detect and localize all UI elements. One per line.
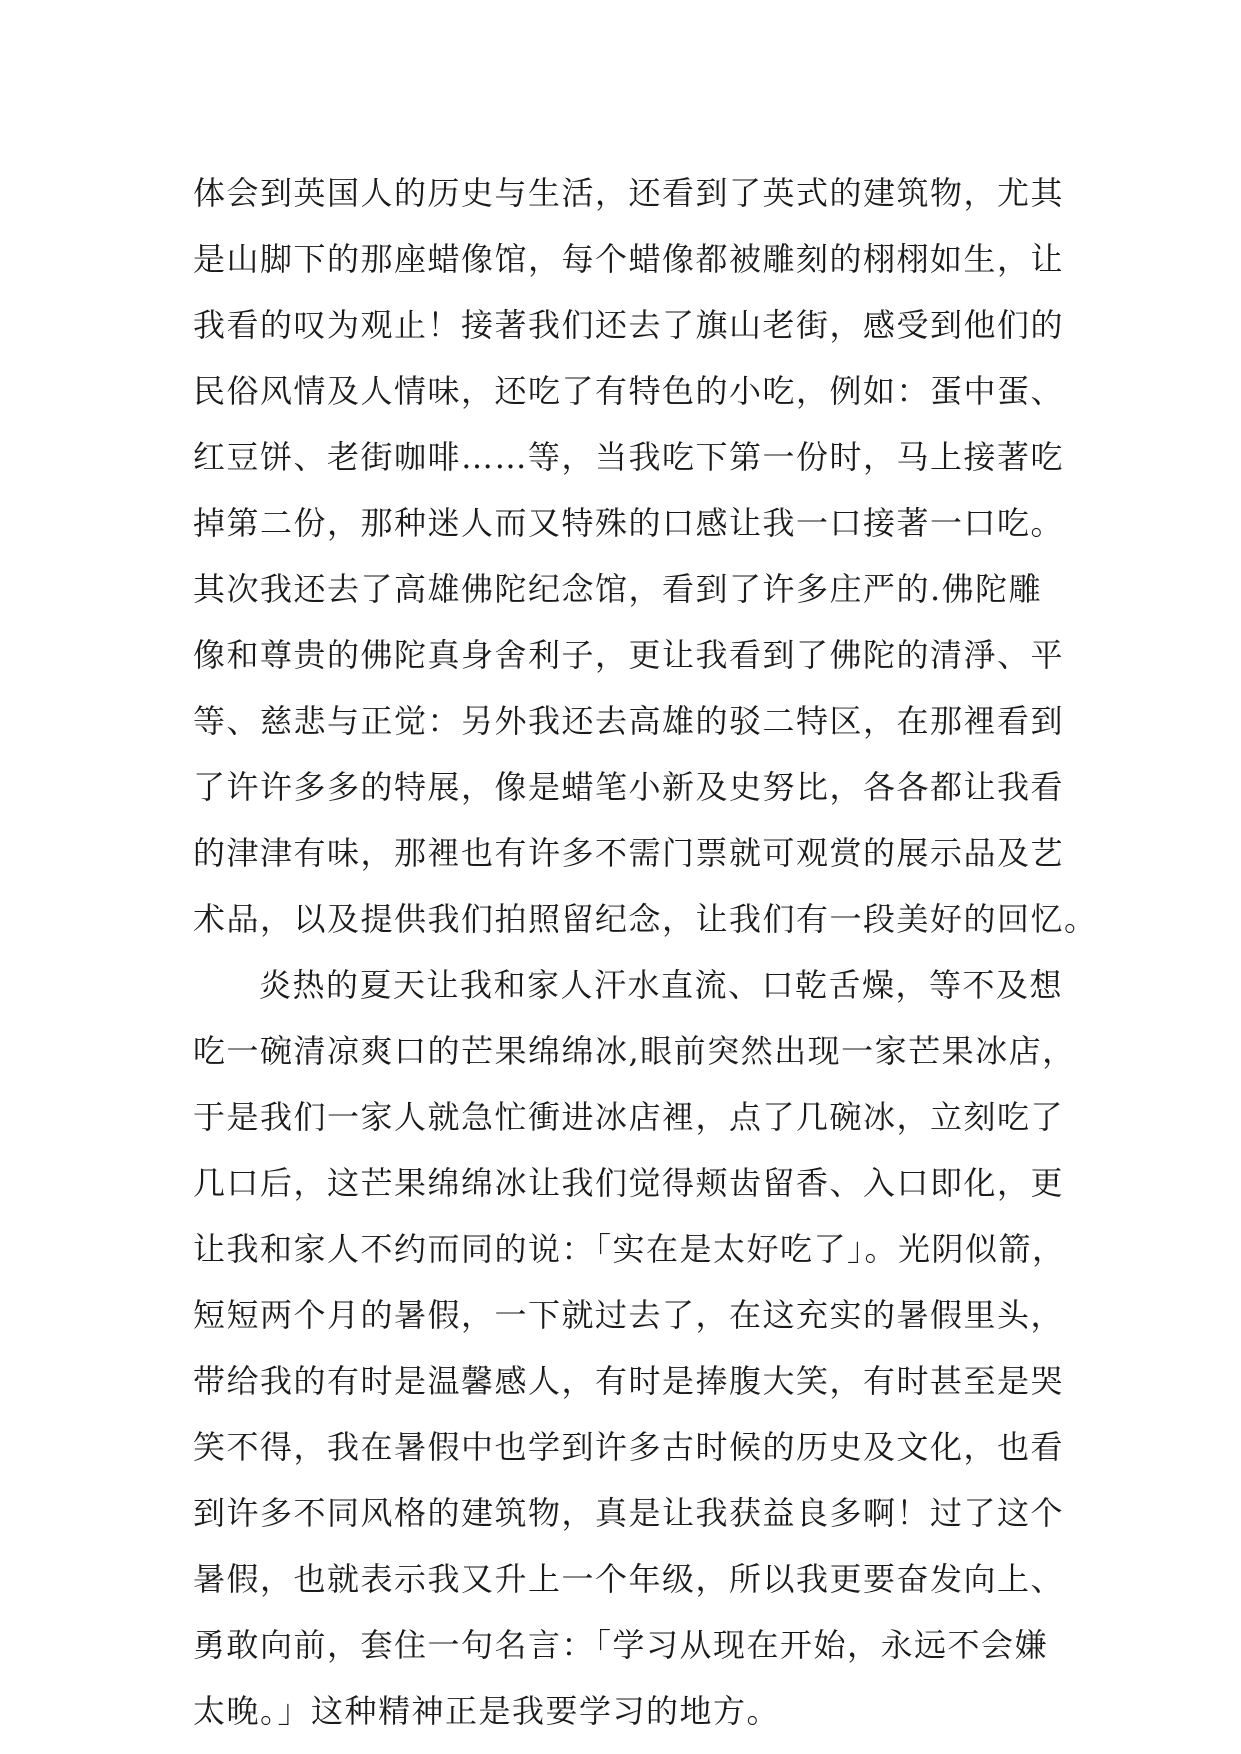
- text-line: 红豆饼、老街咖啡……等，当我吃下第一份时，马上接著吃: [193, 438, 1065, 476]
- text-line: 其次我还去了高雄佛陀纪念馆，看到了许多庄严的.佛陀雕: [193, 570, 1043, 608]
- text-line: 于是我们一家人就急忙衝进冰店裡，点了几碗冰，立刻吃了: [193, 1098, 1065, 1136]
- body-text: [193, 160, 1098, 1744]
- text-line: 带给我的有时是温馨感人，有时是捧腹大笑，有时甚至是哭: [193, 1362, 1065, 1400]
- text-line: 到许多不同风格的建筑物，真是让我获益良多啊！过了这个: [193, 1494, 1065, 1532]
- text-line: 勇敢向前，套住一句名言：「学习从现在开始，永远不会嫌: [193, 1626, 1049, 1664]
- text-line: 太晚。」这种精神正是我要学习的地方。: [193, 1692, 781, 1730]
- text-line: 让我和家人不约而同的说：「实在是太好吃了」。光阴似箭，: [193, 1230, 1066, 1268]
- text-line: 几口后，这芒果绵绵冰让我们觉得颊齿留香、入口即化，更: [193, 1164, 1065, 1202]
- text-line: 我看的叹为观止！接著我们还去了旗山老街，感受到他们的: [193, 306, 1065, 344]
- text-line: 短短两个月的暑假，一下就过去了，在这充实的暑假里头，: [193, 1296, 1065, 1334]
- text-line: 了许许多多的特展，像是蜡笔小新及史努比，各各都让我看: [193, 768, 1065, 806]
- text-line: 暑假，也就表示我又升上一个年级，所以我更要奋发向上、: [193, 1560, 1065, 1598]
- text-line: 的津津有味，那裡也有许多不需门票就可观赏的展示品及艺: [193, 834, 1065, 872]
- text-line: 吃一碗清凉爽口的芒果绵绵冰,眼前突然出现一家芒果冰店，: [193, 1032, 1076, 1070]
- text-line: 掉第二份，那种迷人而又特殊的口感让我一口接著一口吃。: [193, 504, 1065, 542]
- text-line: 像和尊贵的佛陀真身舍利子，更让我看到了佛陀的清淨、平: [193, 636, 1065, 674]
- paragraph-first-line: 炎热的夏天让我和家人汗水直流、口乾舌燥，等不及想: [259, 966, 1064, 1004]
- text-line: 民俗风情及人情味，还吃了有特色的小吃，例如：蛋中蛋、: [193, 372, 1065, 410]
- text-line: 体会到英国人的历史与生活，还看到了英式的建筑物，尤其: [193, 174, 1065, 212]
- text-line: 术品，以及提供我们拍照留纪念，让我们有一段美好的回忆。: [193, 900, 1098, 938]
- text-line: 笑不得，我在暑假中也学到许多古时候的历史及文化，也看: [193, 1428, 1065, 1466]
- text-line: 等、慈悲与正觉：另外我还去高雄的驳二特区，在那裡看到: [193, 702, 1065, 740]
- text-line: 是山脚下的那座蜡像馆，每个蜡像都被雕刻的栩栩如生，让: [193, 240, 1065, 278]
